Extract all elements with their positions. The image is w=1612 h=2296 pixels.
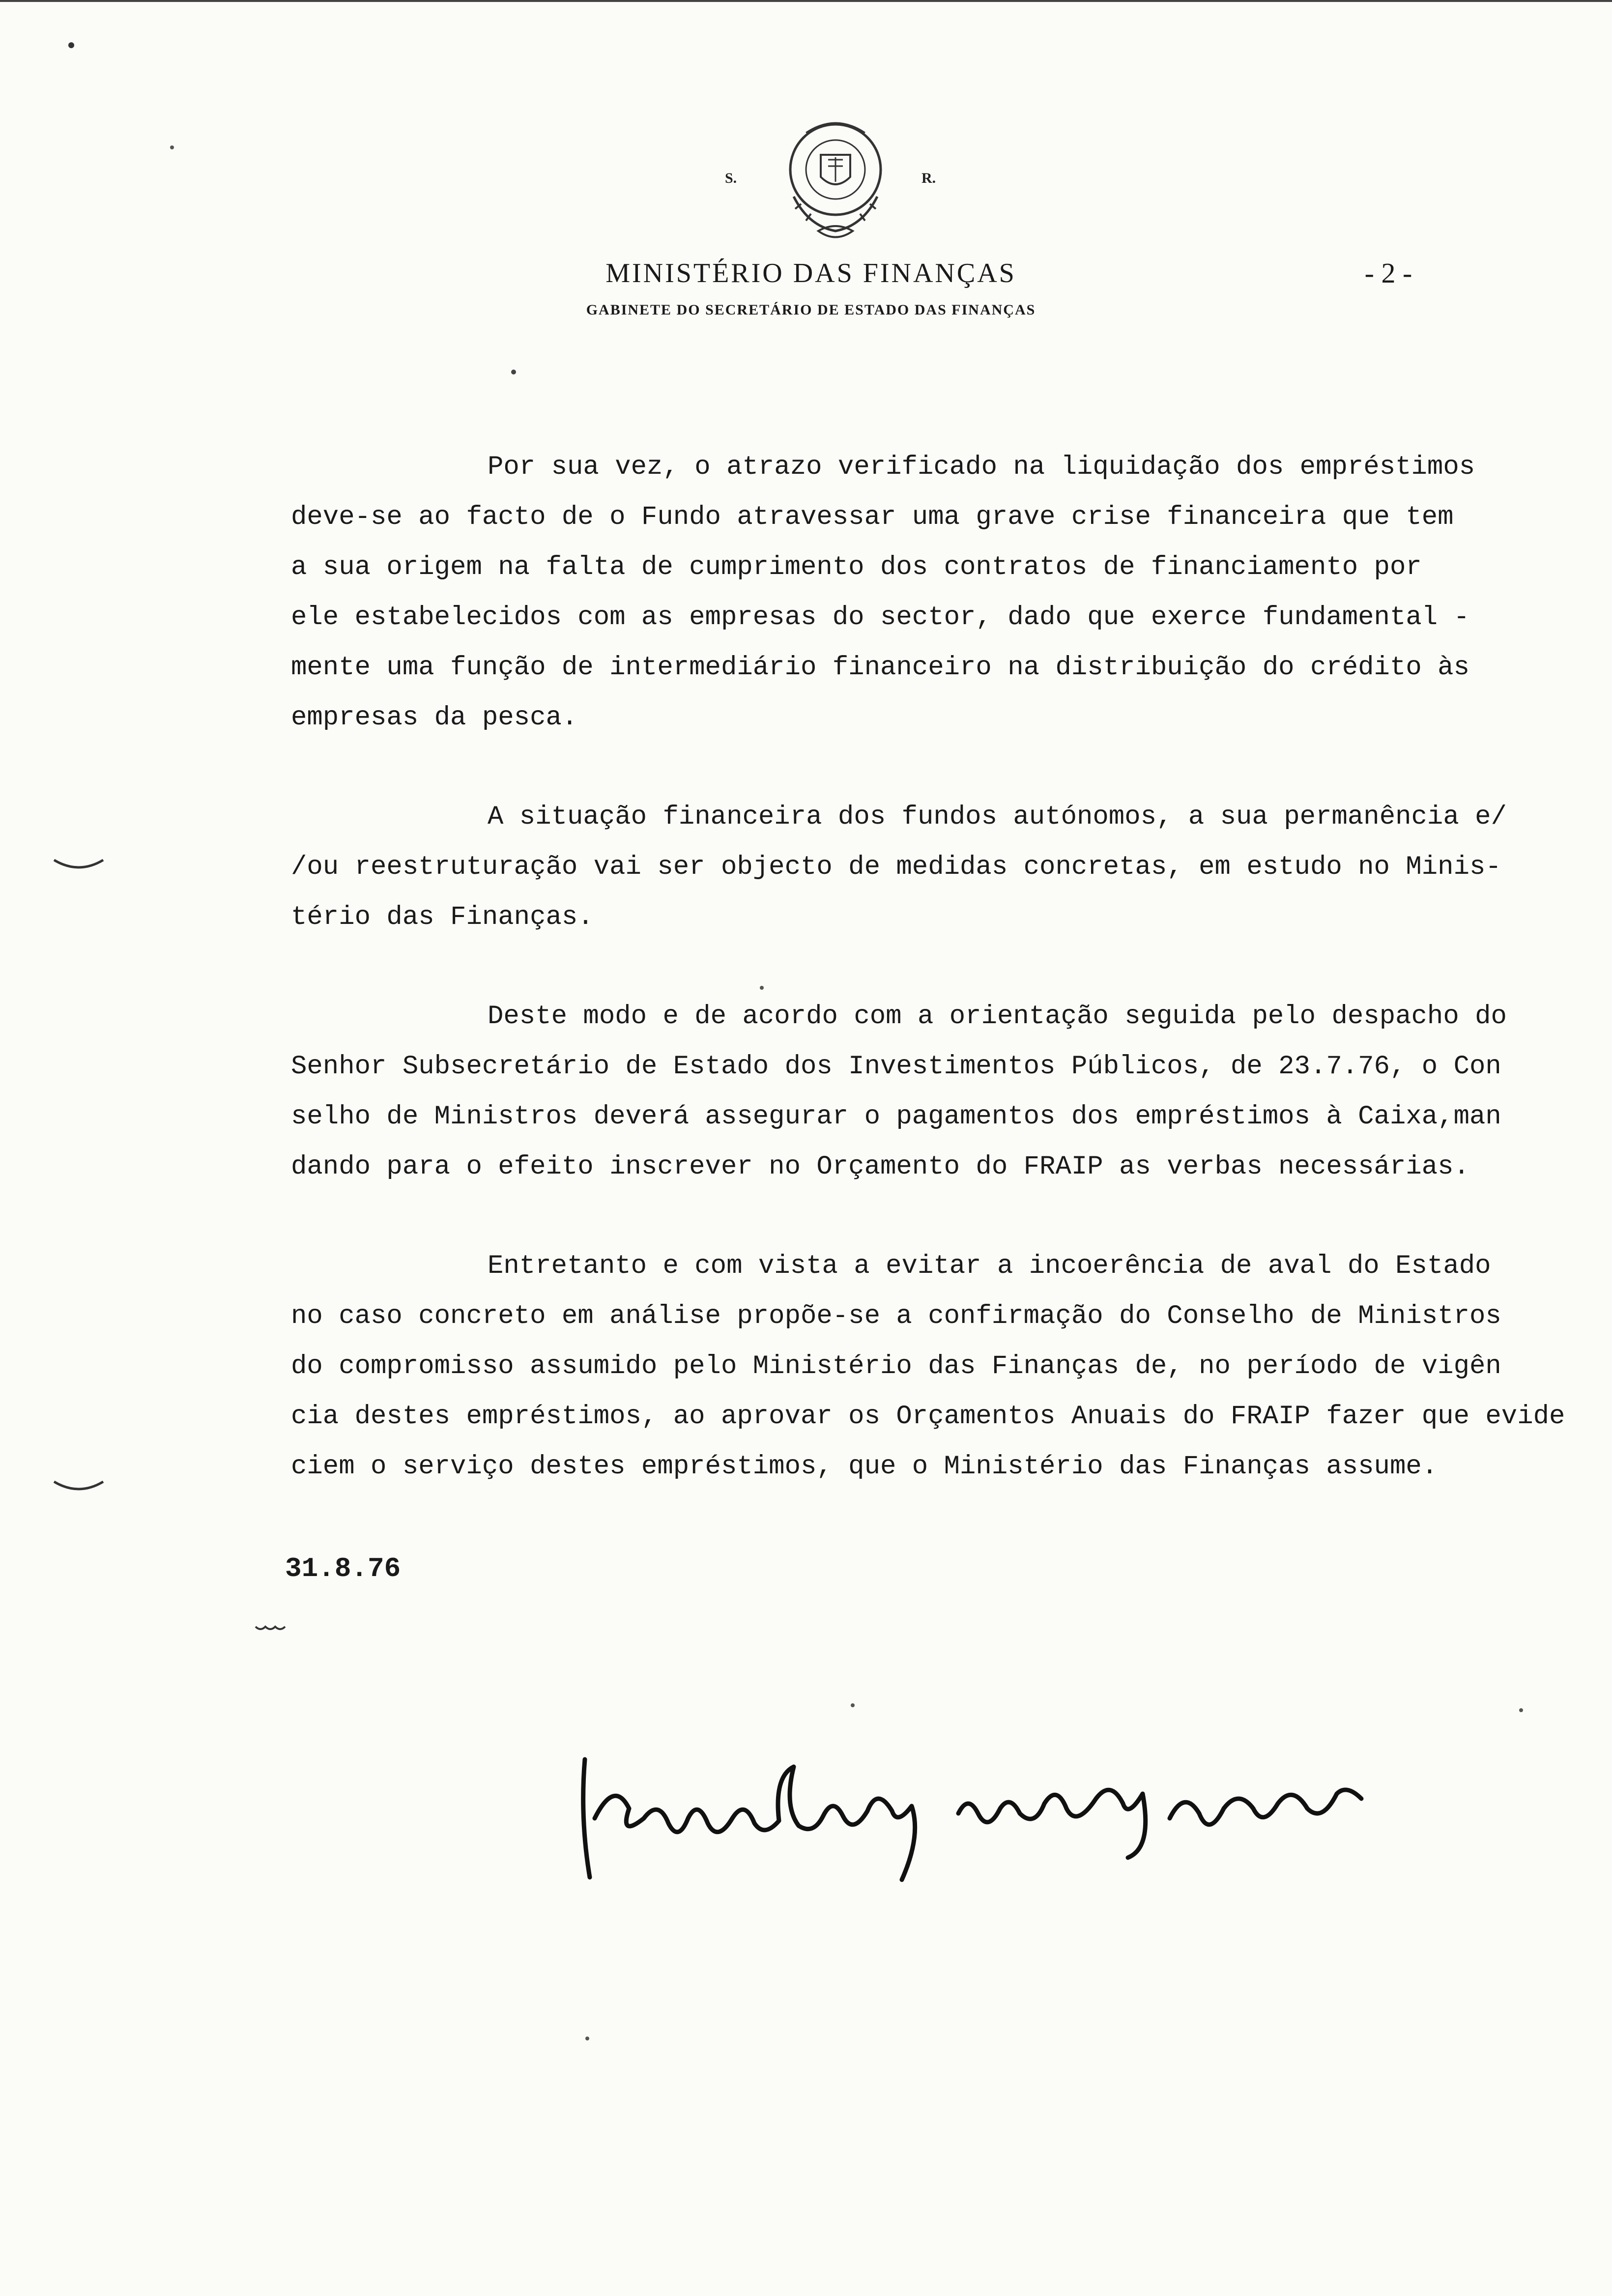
coat-of-arms-seal-icon — [772, 113, 899, 251]
cabinet-subtitle: GABINETE DO SECRETÁRIO DE ESTADO DAS FINANÇAS — [586, 302, 1036, 318]
handwritten-signature — [565, 1750, 1538, 1887]
seal-left-initial: S. — [725, 170, 737, 186]
document-date: 31.8.76 — [285, 1553, 401, 1584]
text-line: Por sua vez, o atrazo verificado na liquidação dos empréstimos — [488, 452, 1475, 482]
text-line: no caso concreto em análise propõe-se a confirmação do Conselho de Ministros — [291, 1301, 1501, 1331]
text-line: ciem o serviço destes empréstimos, que o Ministério das Finanças assume. — [291, 1452, 1438, 1482]
text-line: Senhor Subsecretário de Estado dos Investimentos Públicos, de 23.7.76, o Con — [291, 1052, 1501, 1082]
text-line: empresas da pesca. — [291, 703, 578, 733]
text-line: Entretanto e com vista a evitar a incoerência de aval do Estado — [488, 1251, 1491, 1281]
text-line: Deste modo e de acordo com a orientação seguida pelo despacho do — [488, 1002, 1507, 1032]
text-line: /ou reestruturação vai ser objecto de medidas concretas, em estudo no Minis- — [291, 852, 1501, 882]
text-line: mente uma função de intermediário financeiro na distribuição do crédito às — [291, 653, 1469, 683]
paragraph-state-guarantee — [291, 1241, 1565, 1492]
paragraph-autonomous-funds — [291, 792, 1529, 943]
text-line: ele estabelecidos com as empresas do sector, dado que exerce fundamental - — [291, 603, 1469, 632]
text-line: tério das Finanças. — [291, 902, 594, 932]
text-line: dando para o efeito inscrever no Orçamento do FRAIP as verbas necessárias. — [291, 1152, 1469, 1182]
memo-body — [291, 442, 1565, 1492]
letterhead — [0, 0, 1612, 344]
text-line: cia destes empréstimos, ao aprovar os Orçamentos Anuais do FRAIP fazer que evide — [291, 1402, 1565, 1432]
text-line: A situação financeira dos fundos autónomos, a sua permanência e/ — [488, 802, 1507, 832]
text-line: selho de Ministros deverá assegurar o pagamentos dos empréstimos à Caixa,man — [291, 1102, 1501, 1132]
ministry-title: MINISTÉRIO DAS FINANÇAS — [605, 258, 1016, 288]
page-number: - 2 - — [1364, 257, 1412, 289]
text-line: do compromisso assumido pelo Ministério das Finanças de, no período de vigên — [291, 1351, 1501, 1381]
paragraph-council-payment — [291, 992, 1529, 1192]
text-line: deve-se ao facto de o Fundo atravessar uma grave crise financeira que tem — [291, 502, 1454, 532]
text-line: a sua origem na falta de cumprimento dos contratos de financiamento por — [291, 552, 1422, 582]
paragraph-debt-delay — [291, 442, 1529, 743]
seal-right-initial: R. — [921, 170, 936, 186]
